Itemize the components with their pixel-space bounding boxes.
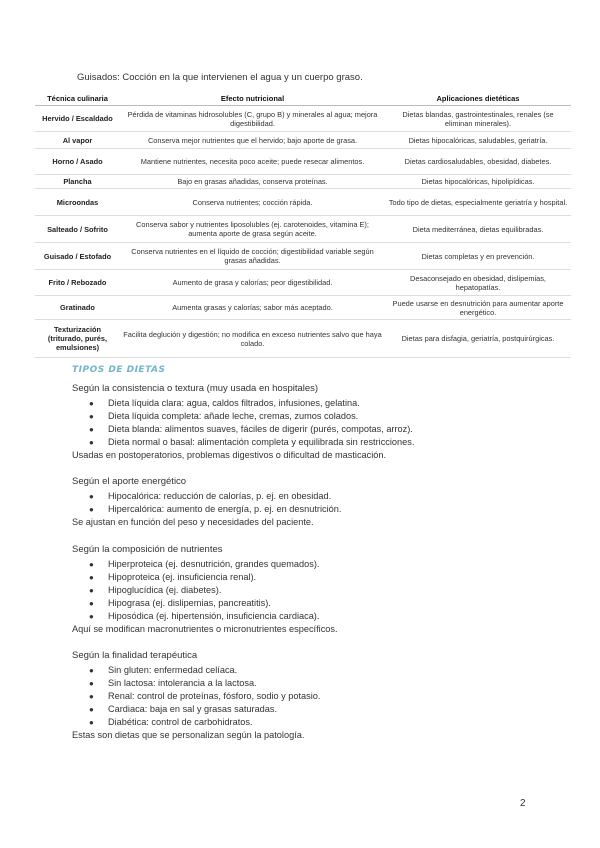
bullet-icon: ●: [89, 425, 94, 434]
section-title: TIPOS DE DIETAS: [72, 365, 166, 375]
header-dietary-applications: Aplicaciones dietéticas: [385, 91, 571, 106]
bullet-icon: ●: [89, 599, 94, 608]
list-item: ● Renal: control de proteínas, fósforo, sodio y potasio.: [89, 691, 321, 701]
bullet-icon: ●: [89, 560, 94, 569]
table-row: [35, 270, 571, 296]
application-cell: Dietas cardiosaludables, obesidad, diabetes.: [385, 149, 571, 175]
application-cell: Dietas para disfagia, geriatría, postquirúrgicas.: [385, 320, 571, 358]
list-item: ● Sin gluten: enfermedad celíaca.: [89, 665, 238, 675]
bullet-icon: ●: [89, 399, 94, 408]
application-cell: Dietas hipocalóricas, saludables, geriatría.: [385, 132, 571, 149]
group-note: Usadas en postoperatorios, problemas digestivos o dificultad de masticación.: [72, 450, 387, 460]
group-title: Según la consistencia o textura (muy usada en hospitales): [72, 383, 319, 394]
technique-cell: Gratinado: [35, 296, 120, 320]
effect-cell: Aumenta grasas y calorías; sabor más aceptado.: [120, 296, 385, 320]
list-item: ● Dieta líquida completa: añade leche, cremas, zumos colados.: [89, 411, 359, 421]
effect-cell: Mantiene nutrientes, necesita poco aceite; puede resecar alimentos.: [120, 149, 385, 175]
effect-cell: Aumento de grasa y calorías; peor digestibilidad.: [120, 270, 385, 296]
list-item: ● Hipograsa (ej. dislipemias, pancreatitis).: [89, 598, 271, 608]
bullet-icon: ●: [89, 492, 94, 501]
technique-cell: Plancha: [35, 175, 120, 189]
intro-text: Guisados: Cocción en la que intervienen el agua y un cuerpo graso.: [77, 72, 363, 83]
table-row: [35, 106, 571, 132]
list-item: ● Hipercalórica: aumento de energía, p. ej. en desnutrición.: [89, 504, 342, 514]
effect-cell: Pérdida de vitaminas hidrosolubles (C, grupo B) y minerales al agua; mejora digestibilidad.: [120, 106, 385, 132]
list-item: ● Hiposódica (ej. hipertensión, insuficiencia cardiaca).: [89, 611, 320, 621]
effect-cell: Facilita deglución y digestión; no modifica en exceso nutrientes salvo que haya colado.: [120, 320, 385, 358]
effect-cell: Conserva nutrientes; cocción rápida.: [120, 189, 385, 216]
bullet-icon: ●: [89, 586, 94, 595]
technique-cell: Al vapor: [35, 132, 120, 149]
cooking-techniques-table: [35, 91, 571, 358]
diet-group-therapeutic: [72, 649, 552, 742]
effect-cell: Conserva mejor nutrientes que el hervido; bajo aporte de grasa.: [120, 132, 385, 149]
technique-cell: Microondas: [35, 189, 120, 216]
technique-cell: Guisado / Estofado: [35, 243, 120, 270]
technique-cell: Frito / Rebozado: [35, 270, 120, 296]
bullet-icon: ●: [89, 573, 94, 582]
bullet-icon: ●: [89, 679, 94, 688]
group-note: Se ajustan en función del peso y necesidades del paciente.: [72, 517, 314, 527]
bullet-icon: ●: [89, 412, 94, 421]
application-cell: Desaconsejado en obesidad, dislipemias, hepatopatías.: [385, 270, 571, 296]
group-title: Según la finalidad terapéutica: [72, 650, 198, 661]
list-item: ● Hipocalórica: reducción de calorías, p. ej. en obesidad.: [89, 491, 332, 501]
list-item: ● Cardiaca: baja en sal y grasas saturadas.: [89, 704, 278, 714]
group-list: [72, 664, 552, 729]
list-item: ● Hipoproteica (ej. insuficiencia renal).: [89, 572, 257, 582]
technique-cell: Salteado / Sofrito: [35, 216, 120, 243]
group-list: [72, 397, 552, 449]
group-title: Según la composición de nutrientes: [72, 544, 223, 555]
table-row: [35, 320, 571, 358]
application-cell: Dieta mediterránea, dietas equilibradas.: [385, 216, 571, 243]
table-row: [35, 189, 571, 216]
list-item: ● Dieta normal o basal: alimentación completa y equilibrada sin restricciones.: [89, 437, 415, 447]
bullet-icon: ●: [89, 505, 94, 514]
effect-cell: Bajo en grasas añadidas, conserva proteínas.: [120, 175, 385, 189]
application-cell: Dietas completas y en prevención.: [385, 243, 571, 270]
group-list: [72, 558, 552, 623]
group-note: Aquí se modifican macronutrientes o micronutrientes específicos.: [72, 624, 338, 634]
bullet-icon: ●: [89, 692, 94, 701]
group-title: Según el aporte energético: [72, 476, 187, 487]
effect-cell: Conserva nutrientes en el líquido de cocción; digestibilidad variable según grasas añadidas.: [120, 243, 385, 270]
page-number: 2: [520, 798, 526, 809]
table-row: [35, 243, 571, 270]
application-cell: Dietas hipocalóricas, hipolipídicas.: [385, 175, 571, 189]
technique-cell: Texturización (triturado, purés, emulsiones): [35, 320, 120, 358]
header-technique: Técnica culinaria: [35, 91, 120, 106]
list-item: ● Dieta blanda: alimentos suaves, fáciles de digerir (purés, compotas, arroz).: [89, 424, 413, 434]
application-cell: Todo tipo de dietas, especialmente geriatría y hospital.: [385, 189, 571, 216]
table-row: [35, 216, 571, 243]
bullet-icon: ●: [89, 718, 94, 727]
list-item: ● Hiperproteica (ej. desnutrición, grandes quemados).: [89, 559, 320, 569]
bullet-icon: ●: [89, 438, 94, 447]
list-item: ● Sin lactosa: intolerancia a la lactosa.: [89, 678, 257, 688]
bullet-icon: ●: [89, 612, 94, 621]
group-note: Estas son dietas que se personalizan según la patología.: [72, 730, 305, 740]
bullet-icon: ●: [89, 666, 94, 675]
bullet-icon: ●: [89, 705, 94, 714]
table-header-row: [35, 91, 571, 106]
table-row: [35, 296, 571, 320]
table-row: [35, 149, 571, 175]
application-cell: Dietas blandas, gastrointestinales, renales (se eliminan minerales).: [385, 106, 571, 132]
list-item: ● Dieta líquida clara: agua, caldos filtrados, infusiones, gelatina.: [89, 398, 360, 408]
technique-cell: Horno / Asado: [35, 149, 120, 175]
group-list: [72, 490, 552, 516]
header-nutritional-effect: Efecto nutricional: [120, 91, 385, 106]
diet-group-energy: [72, 475, 552, 529]
list-item: ● Diabética: control de carbohidratos.: [89, 717, 253, 727]
table-row: [35, 175, 571, 189]
diet-group-composition: [72, 543, 552, 636]
list-item: ● Hipoglucídica (ej. diabetes).: [89, 585, 222, 595]
effect-cell: Conserva sabor y nutrientes liposolubles (ej. carotenoides, vitamina E); aumenta aporte de grasa según aceite.: [120, 216, 385, 243]
diet-group-consistency: [72, 382, 552, 462]
technique-cell: Hervido / Escaldado: [35, 106, 120, 132]
table-row: [35, 132, 571, 149]
application-cell: Puede usarse en desnutrición para aumentar aporte energético.: [385, 296, 571, 320]
